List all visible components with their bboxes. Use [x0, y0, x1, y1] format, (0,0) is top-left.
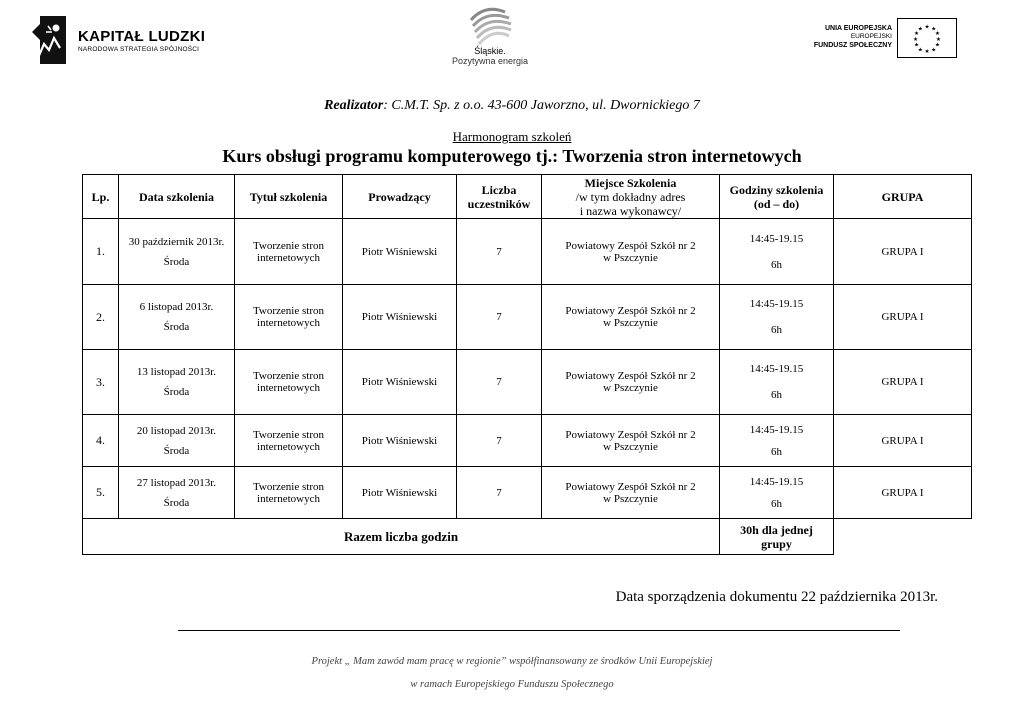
svg-text:★: ★ — [934, 42, 941, 49]
footer-line-2: w ramach Europejskiego Funduszu Społecznego — [410, 679, 614, 690]
row-day: Środa — [163, 386, 190, 398]
ue-line-3: FUNDUSZ SPOŁECZNY — [813, 42, 892, 49]
row-date — [119, 285, 235, 350]
header-lp: Lp. — [83, 175, 119, 219]
row-hours-count: 6h — [771, 445, 782, 458]
total-hours-label: Razem liczba godzin — [83, 519, 720, 555]
footer-line-1: Projekt „ Mam zawód mam pracę w regionie” współfinansowany ze środków Unii Europejskiej — [311, 656, 713, 667]
row-participants: 7 — [457, 219, 542, 285]
row-date-value: 20 listopad 2013r. — [136, 424, 217, 437]
svg-text:★: ★ — [913, 31, 920, 38]
row-place-line-2: w Pszczynie — [603, 492, 658, 505]
row-place-line-2: w Pszczynie — [603, 440, 658, 453]
row-place — [542, 350, 720, 415]
row-trainer: Piotr Wiśniewski — [343, 415, 457, 467]
header-hours-line-2: (od – do) — [753, 196, 800, 211]
row-place-line-1: Powiatowy Zespół Szkół nr 2 — [565, 239, 696, 252]
row-group: GRUPA I — [834, 415, 972, 467]
row-group: GRUPA I — [834, 350, 972, 415]
header-place-line-1: Miejsce Szkolenia — [584, 175, 677, 190]
row-time: 14:45-19.15 — [749, 363, 804, 375]
document-date: Data sporządzenia dokumentu 22 października 2013r. — [615, 589, 938, 605]
header-hours — [720, 175, 834, 219]
header-participants-line-2: uczestników — [467, 196, 531, 211]
kapital-ludzki-emblem-icon — [30, 14, 68, 66]
row-participants: 7 — [457, 415, 542, 467]
row-lp: 3. — [83, 350, 119, 415]
row-place-line-1: Powiatowy Zespół Szkół nr 2 — [565, 305, 696, 317]
row-place-line-1: Powiatowy Zespół Szkół nr 2 — [565, 428, 696, 441]
header-title: Tytuł szkolenia — [235, 175, 343, 219]
total-hours-value-line-2: grupy — [761, 536, 792, 551]
row-date-value: 6 listopad 2013r. — [139, 301, 214, 313]
row-hours — [720, 219, 834, 285]
schedule-table — [82, 174, 972, 555]
slaskie-tagline: Pozytywna energia — [451, 56, 529, 66]
row-title-line-2: internetowych — [257, 317, 320, 329]
row-day: Środa — [163, 321, 190, 333]
row-title — [235, 285, 343, 350]
slaskie-wave-icon — [465, 6, 515, 46]
realizator-label: Realizator — [324, 98, 384, 113]
row-hours — [720, 285, 834, 350]
table-row — [83, 219, 972, 285]
table-row — [83, 467, 972, 519]
svg-text:★: ★ — [917, 26, 923, 33]
header-date: Data szkolenia — [119, 175, 235, 219]
row-trainer: Piotr Wiśniewski — [343, 285, 457, 350]
row-title-line-2: internetowych — [257, 440, 320, 453]
kapital-ludzki-subtitle: NARODOWA STRATEGIA SPÓJNOŚCI — [78, 46, 200, 53]
row-title-line-1: Tworzenie stron — [252, 305, 324, 317]
header-place-line-2: /w tym dokładny adres — [575, 189, 686, 204]
row-participants: 7 — [457, 467, 542, 519]
row-date — [119, 467, 235, 519]
row-title-line-2: internetowych — [257, 251, 320, 264]
row-lp: 5. — [83, 467, 119, 519]
row-title-line-2: internetowych — [257, 382, 320, 394]
total-hours-value-line-1: 30h dla jednej — [740, 522, 813, 537]
row-trainer: Piotr Wiśniewski — [343, 467, 457, 519]
row-place-line-2: w Pszczynie — [603, 317, 658, 329]
row-date — [119, 415, 235, 467]
row-title-line-1: Tworzenie stron — [252, 239, 324, 252]
svg-text:★: ★ — [913, 42, 920, 49]
row-hours — [720, 467, 834, 519]
course-title: Kurs obsługi programu komputerowego tj.: Tworzenia stron internetowych — [222, 146, 802, 166]
svg-text:★: ★ — [935, 36, 941, 43]
total-row — [83, 519, 972, 555]
row-group: GRUPA I — [834, 467, 972, 519]
ue-line-2: EUROPEJSKI — [850, 33, 892, 40]
row-trainer: Piotr Wiśniewski — [343, 219, 457, 285]
table-row — [83, 415, 972, 467]
slaskie-logo — [440, 6, 540, 70]
header-participants-line-1: Liczba — [481, 182, 517, 197]
row-place-line-2: w Pszczynie — [603, 251, 658, 264]
eu-flag-icon — [897, 18, 957, 58]
row-date-value: 27 listopad 2013r. — [136, 476, 217, 489]
table-header-row — [83, 175, 972, 219]
row-place-line-1: Powiatowy Zespół Szkół nr 2 — [565, 480, 696, 493]
row-time: 14:45-19.15 — [749, 298, 804, 310]
row-place-line-2: w Pszczynie — [603, 382, 658, 394]
table-row — [83, 285, 972, 350]
row-title-line-1: Tworzenie stron — [252, 370, 324, 382]
row-day: Środa — [163, 496, 190, 509]
header-participants — [457, 175, 542, 219]
realizator-line — [0, 98, 1024, 114]
row-date — [119, 350, 235, 415]
row-time: 14:45-19.15 — [749, 232, 804, 245]
total-hours-value — [720, 519, 834, 555]
row-trainer: Piotr Wiśniewski — [343, 350, 457, 415]
svg-text:★: ★ — [917, 47, 923, 54]
svg-text:★: ★ — [924, 24, 930, 31]
row-lp: 4. — [83, 415, 119, 467]
row-date-value: 30 październik 2013r. — [128, 235, 225, 248]
row-hours — [720, 350, 834, 415]
row-participants: 7 — [457, 350, 542, 415]
table-row — [83, 350, 972, 415]
row-group: GRUPA I — [834, 285, 972, 350]
row-title — [235, 467, 343, 519]
row-lp: 1. — [83, 219, 119, 285]
svg-text:★: ★ — [931, 26, 937, 33]
row-day: Środa — [163, 255, 190, 268]
ue-line-1: UNIA EUROPEJSKA — [824, 25, 892, 32]
header-group: GRUPA — [834, 175, 972, 219]
footer-divider — [178, 630, 900, 631]
row-hours-count: 6h — [771, 258, 782, 271]
row-hours — [720, 415, 834, 467]
kapital-ludzki-logo — [30, 14, 220, 66]
svg-text:★: ★ — [913, 36, 919, 43]
row-date-value: 13 listopad 2013r. — [136, 366, 217, 378]
row-title — [235, 415, 343, 467]
row-title — [235, 219, 343, 285]
row-time: 14:45-19.15 — [749, 475, 804, 488]
row-hours-count: 6h — [771, 497, 782, 510]
svg-text:★: ★ — [931, 47, 937, 54]
row-place-line-1: Powiatowy Zespół Szkół nr 2 — [565, 370, 696, 382]
row-title-line-1: Tworzenie stron — [252, 428, 324, 441]
header-hours-line-1: Godziny szkolenia — [729, 182, 824, 197]
schedule-title: Harmonogram szkoleń — [452, 129, 572, 144]
row-lp: 2. — [83, 285, 119, 350]
row-hours-count: 6h — [771, 324, 782, 336]
ue-text-block — [800, 24, 892, 50]
row-date — [119, 219, 235, 285]
svg-text:★: ★ — [934, 31, 941, 38]
row-participants: 7 — [457, 285, 542, 350]
header-place-line-3: i nazwa wykonawcy/ — [579, 203, 682, 218]
realizator-text: : C.M.T. Sp. z o.o. 43-600 Jaworzno, ul. Dwornickiego 7 — [383, 98, 700, 113]
row-title-line-2: internetowych — [257, 492, 320, 505]
row-title-line-1: Tworzenie stron — [252, 480, 324, 493]
row-place — [542, 219, 720, 285]
svg-text:★: ★ — [924, 49, 930, 56]
header-place — [542, 175, 720, 219]
kapital-ludzki-title: KAPITAŁ LUDZKI — [78, 28, 206, 45]
row-time: 14:45-19.15 — [749, 423, 804, 436]
row-day: Środa — [163, 444, 190, 457]
row-title — [235, 350, 343, 415]
row-hours-count: 6h — [771, 389, 782, 401]
row-place — [542, 467, 720, 519]
slaskie-name: Śląskie. — [474, 46, 506, 56]
header-trainer: Prowadzący — [343, 175, 457, 219]
row-place — [542, 415, 720, 467]
row-place — [542, 285, 720, 350]
total-row-empty-cell — [834, 519, 972, 555]
row-group: GRUPA I — [834, 219, 972, 285]
